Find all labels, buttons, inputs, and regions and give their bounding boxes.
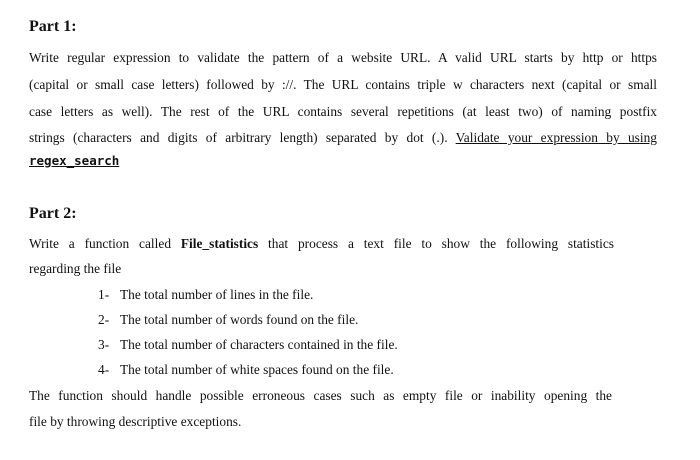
- regex-search-code: regex_search: [29, 153, 120, 168]
- list-item-number: 2-: [98, 312, 110, 327]
- part1-line-4-text: strings (characters and digits of arbitrary length) separated by dot (.).: [29, 130, 456, 145]
- part2-closing-line-2: file by throwing descriptive exceptions.: [29, 414, 242, 429]
- part2-closing-line-1: The function should handle possible erroneous cases such as empty file or inability opening the: [29, 388, 612, 403]
- list-item: [98, 362, 394, 378]
- part1-code-line: [29, 153, 119, 169]
- list-item-text: The total number of words found on the file.: [120, 312, 359, 327]
- part2-intro-before: Write a function called: [29, 236, 181, 251]
- list-item: [98, 287, 313, 303]
- list-item-text: The total number of characters contained in the file.: [120, 337, 398, 352]
- part1-line-1: Write regular expression to validate the pattern of a website URL. A valid URL starts by http or https: [29, 50, 657, 65]
- part1-line-3: case letters as well). The rest of the URL contains several repetitions (at least two) of naming postfix: [29, 104, 657, 119]
- list-item: [98, 312, 358, 328]
- part2-intro-line-1: [29, 236, 614, 252]
- list-item-number: 4-: [98, 362, 110, 377]
- part2-intro-line-2: regarding the file: [29, 261, 122, 276]
- part1-validate-instruction: Validate your expression by using: [455, 130, 657, 145]
- list-item-text: The total number of lines in the file.: [120, 287, 314, 302]
- part1-heading: Part 1:: [29, 18, 77, 35]
- list-item-number: 3-: [98, 337, 110, 352]
- part1-line-4: [29, 130, 657, 146]
- list-item-text: The total number of white spaces found on the file.: [120, 362, 394, 377]
- list-item: [98, 337, 398, 353]
- list-item-number: 1-: [98, 287, 110, 302]
- function-name: File_statistics: [180, 236, 259, 251]
- part1-line-2: (capital or small case letters) followed by ://. The URL contains triple w characters next (capital or small: [29, 77, 657, 92]
- part2-intro-after: that process a text file to show the following statistics: [258, 236, 614, 251]
- part2-heading: Part 2:: [29, 205, 77, 222]
